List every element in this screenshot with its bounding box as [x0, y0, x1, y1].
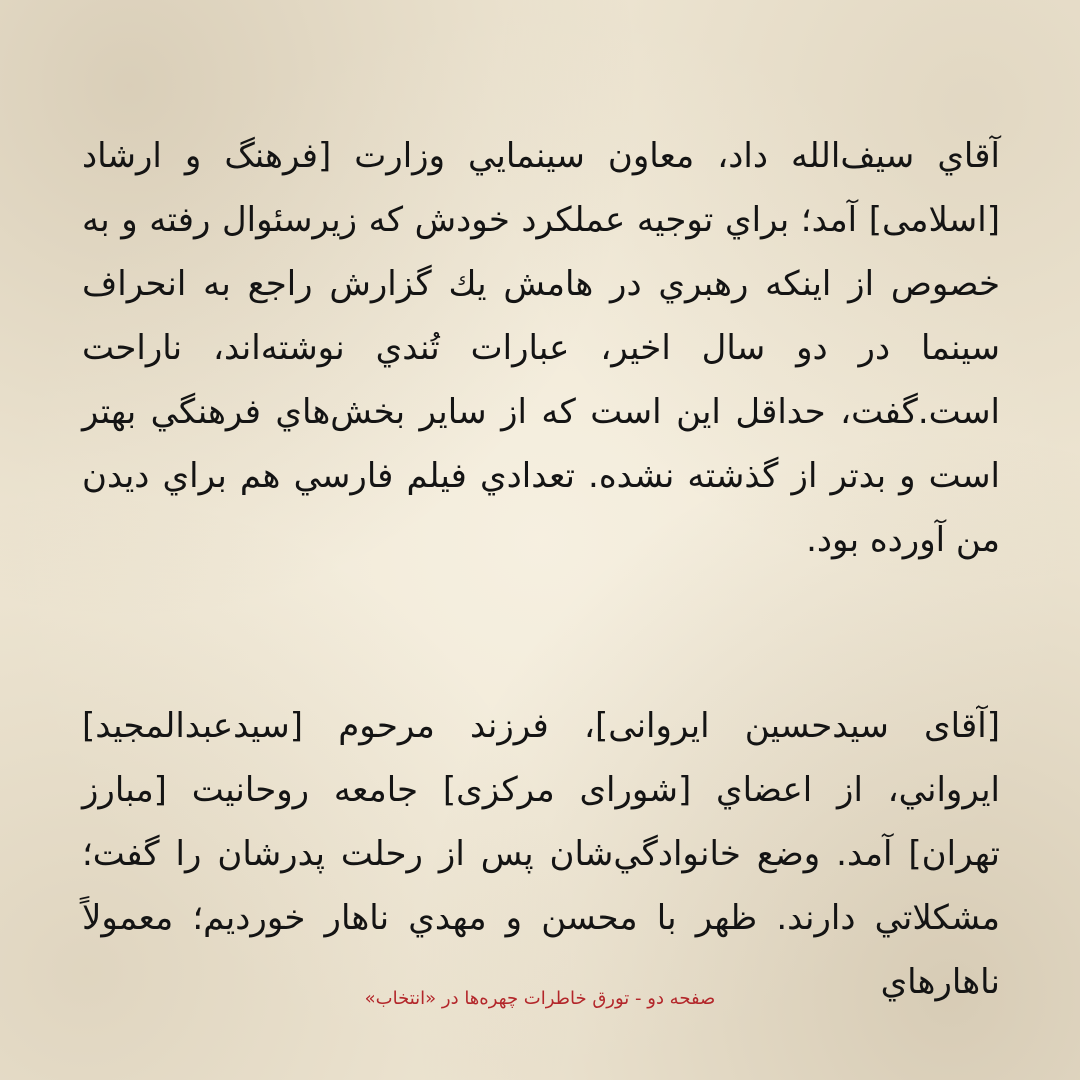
- footer-caption: صفحه دو - تورق خاطرات چهره‌ها در «انتخاب»: [364, 988, 716, 1009]
- paragraph-1: آقاي سيف‌الله داد، معاون سينمايي وزارت [فرهنگ و ارشاد [اسلامی] آمد؛ براي توجيه عملكرد خودش كه زيرسئوال رفته و به خصوص از اينكه رهبري در هامش يك گزارش راجع به انحراف سينما در دو سال اخير، عبارات تُندي نوشته‌اند، ناراحت است.گفت، حداقل اين است كه از ساير بخش‌هاي فرهنگي بهتر است و بدتر از گذشته نشده. تعدادي فيلم فارسي هم براي ديدن من آورده بود.: [82, 136, 1000, 560]
- paragraph-2: [آقای سیدحسین ایروانی]، فرزند مرحوم [سیدعبدالمجید] ايرواني، از اعضاي [شورای مرکزی] جامعه روحانيت [مبارز تهران] آمد. وضع خانوادگي‌شان پس از رحلت پدرشان را گفت؛ مشكلاتي دارند. ظهر با محسن و مهدي ناهار خورديم؛ معمولاً ناهارهاي: [82, 706, 1000, 1002]
